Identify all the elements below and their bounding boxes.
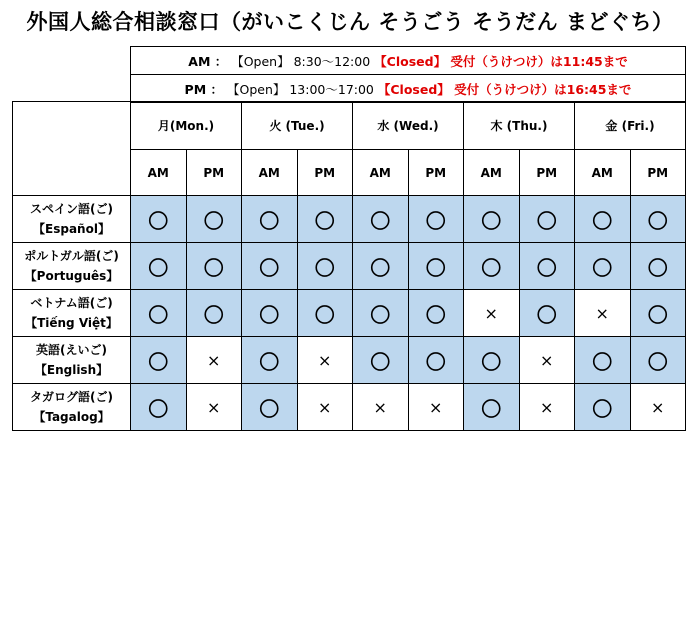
slot-unavailable: × [575,290,631,337]
period-header-pm: PM [408,150,464,196]
slot-available: 〇 [464,243,520,290]
am-hours-cell [131,47,686,75]
slot-available: 〇 [186,196,242,243]
period-header-pm: PM [186,150,242,196]
slot-available: 〇 [131,384,187,431]
pm-hours-label: PM ： [184,81,223,97]
slot-available: 〇 [408,337,464,384]
slot-unavailable: × [353,384,409,431]
slot-available: 〇 [575,384,631,431]
language-label-cell [13,384,131,431]
language-row [13,196,686,243]
slot-available: 〇 [131,243,187,290]
slot-available: 〇 [630,290,686,337]
period-header-am: AM [242,150,298,196]
period-header-am: AM [353,150,409,196]
slot-available: 〇 [464,196,520,243]
slot-available: 〇 [408,290,464,337]
language-native-name: 【Español】 [33,222,110,236]
slot-available: 〇 [353,290,409,337]
slot-available: 〇 [519,196,575,243]
slot-unavailable: × [630,384,686,431]
am-open-hours: 【Open】 8:30〜12:00 [231,53,371,69]
schedule-table [12,101,686,431]
language-label-cell [13,290,131,337]
language-name: ポルトガル語(ご) [24,249,119,263]
slot-available: 〇 [242,337,298,384]
am-hours-label: AM ： [188,53,228,69]
day-header-tue: 火 (Tue.) [242,102,353,150]
slot-available: 〇 [353,337,409,384]
header-corner-cell [13,102,131,196]
slot-available: 〇 [297,243,353,290]
slot-unavailable: × [464,290,520,337]
language-native-name: 【English】 [34,363,109,377]
am-closed-note: 【Closed】 受付（うけつけ）は11:45まで [374,53,628,69]
language-row [13,290,686,337]
language-label-cell [13,196,131,243]
language-native-name: 【Tiếng Việt】 [25,316,118,330]
slot-available: 〇 [519,243,575,290]
day-header-thu: 木 (Thu.) [464,102,575,150]
am-hours-row [131,47,686,75]
slot-available: 〇 [297,196,353,243]
day-header-wed: 水 (Wed.) [353,102,464,150]
slot-available: 〇 [242,290,298,337]
slot-available: 〇 [464,337,520,384]
slot-available: 〇 [575,337,631,384]
slot-available: 〇 [630,243,686,290]
slot-available: 〇 [131,196,187,243]
slot-unavailable: × [519,384,575,431]
slot-available: 〇 [186,290,242,337]
slot-unavailable: × [186,337,242,384]
language-label-cell [13,337,131,384]
language-row [13,243,686,290]
slot-available: 〇 [464,384,520,431]
language-row [13,337,686,384]
period-header-pm: PM [630,150,686,196]
slot-available: 〇 [575,196,631,243]
period-header-pm: PM [297,150,353,196]
slot-available: 〇 [630,196,686,243]
language-name: 英語(えいご) [36,343,107,357]
language-native-name: 【Português】 [24,269,119,283]
period-header-am: AM [131,150,187,196]
language-name: ベトナム語(ご) [30,296,113,310]
slot-available: 〇 [408,243,464,290]
period-header-pm: PM [519,150,575,196]
slot-available: 〇 [630,337,686,384]
slot-unavailable: × [186,384,242,431]
pm-closed-note: 【Closed】 受付（うけつけ）は16:45まで [377,81,632,97]
page-title: 外国人総合相談窓口（がいこくじん そうごう そうだん まどぐち） [26,10,674,34]
language-label-cell [13,243,131,290]
slot-available: 〇 [242,384,298,431]
pm-hours-cell [131,75,686,103]
slot-available: 〇 [353,196,409,243]
language-native-name: 【Tagalog】 [33,410,110,424]
slot-available: 〇 [575,243,631,290]
slot-available: 〇 [131,290,187,337]
slot-unavailable: × [297,337,353,384]
pm-open-hours: 【Open】 13:00〜17:00 [226,81,374,97]
slot-available: 〇 [242,196,298,243]
slot-available: 〇 [186,243,242,290]
day-header-row [13,102,686,150]
slot-available: 〇 [519,290,575,337]
slot-available: 〇 [408,196,464,243]
slot-unavailable: × [408,384,464,431]
day-header-fri: 金 (Fri.) [575,102,686,150]
language-name: タガログ語(ご) [30,390,113,404]
slot-available: 〇 [353,243,409,290]
language-row [13,384,686,431]
slot-unavailable: × [519,337,575,384]
day-header-mon: 月(Mon.) [131,102,242,150]
period-header-am: AM [464,150,520,196]
slot-available: 〇 [242,243,298,290]
business-hours-table [130,46,686,103]
slot-available: 〇 [131,337,187,384]
period-header-am: AM [575,150,631,196]
language-rows [13,196,686,431]
slot-unavailable: × [297,384,353,431]
slot-available: 〇 [297,290,353,337]
language-name: スペイン語(ご) [30,202,113,216]
pm-hours-row [131,75,686,103]
